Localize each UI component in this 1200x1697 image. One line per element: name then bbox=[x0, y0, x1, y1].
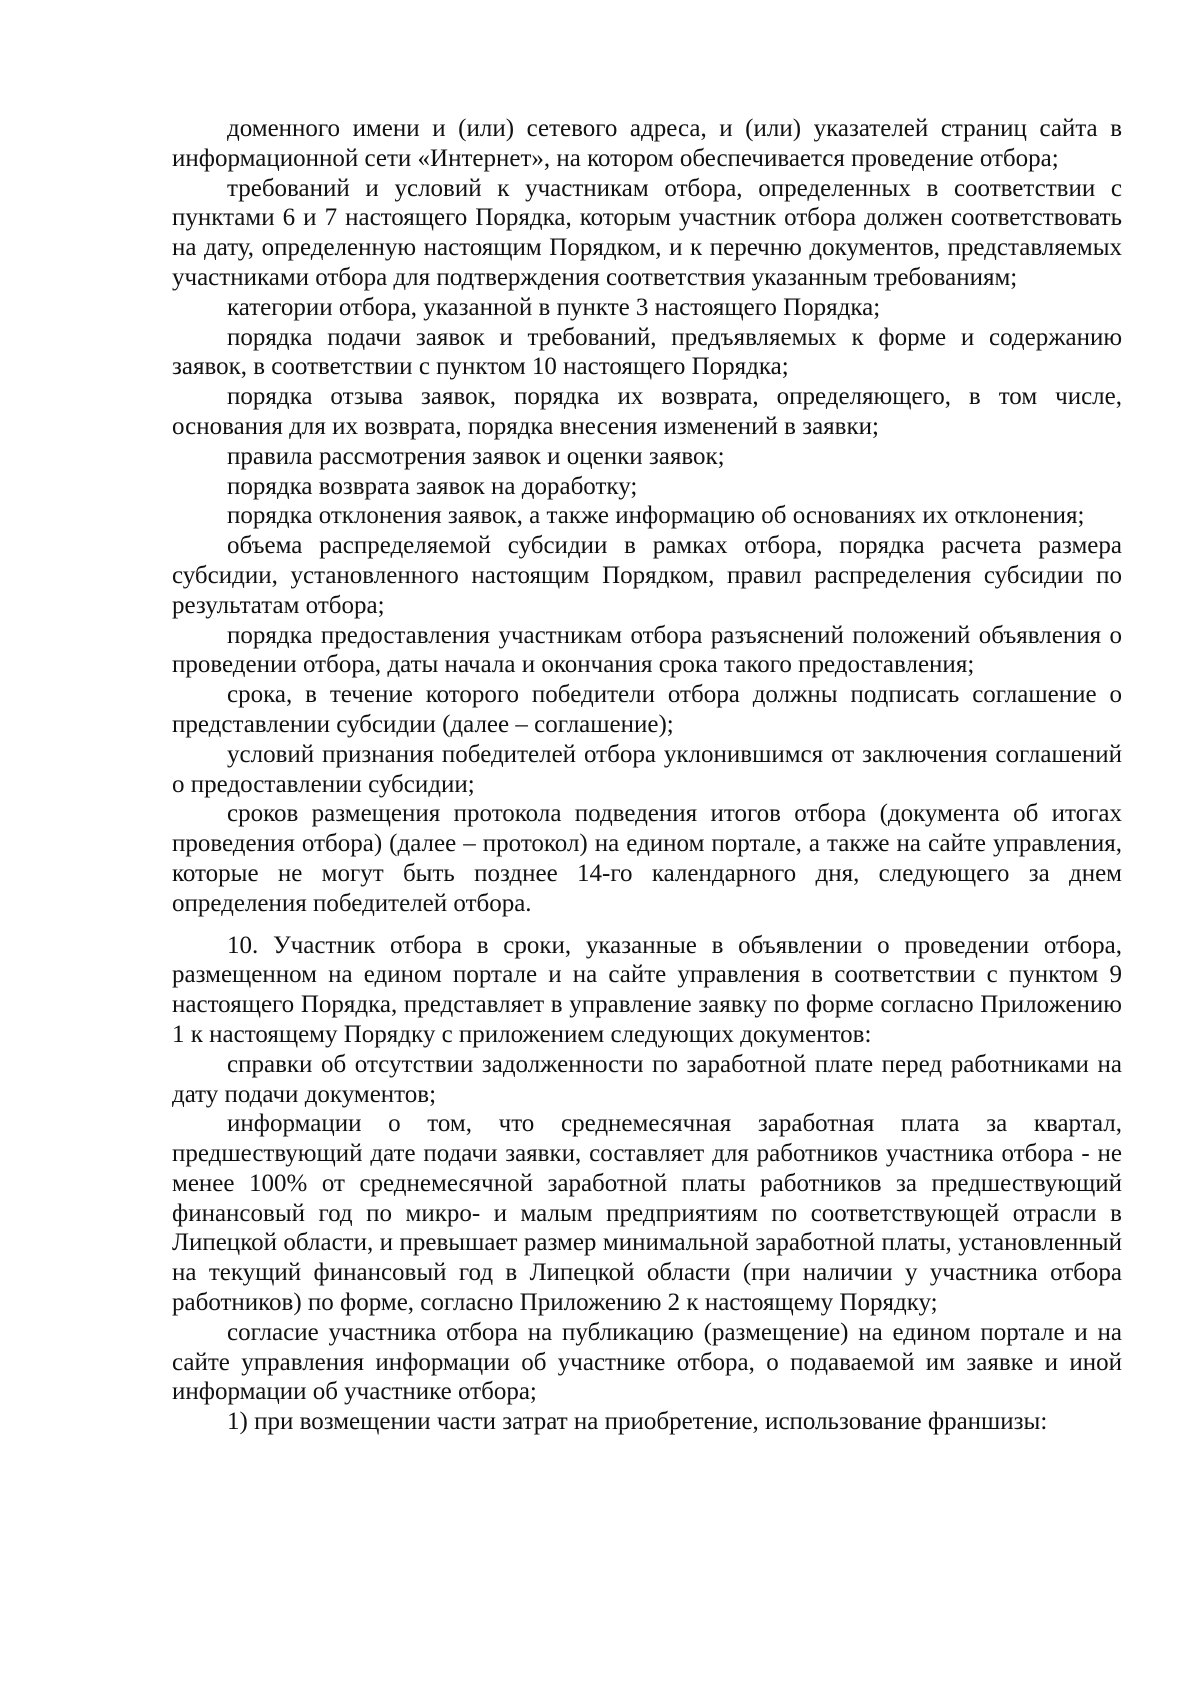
paragraph-subsidy-volume: объема распределяемой субсидии в рамках отбора, порядка расчета размера субсидии, установленного настоящим Порядком, правил распределения субсидии по результатам отбора; bbox=[172, 532, 1122, 619]
paragraph-category: категории отбора, указанной в пункте 3 настоящего Порядка; bbox=[227, 293, 881, 321]
paragraph-clarifications: порядка предоставления участникам отбора разъяснений положений объявления о проведении отбора, даты начала и окончания срока такого предоставления; bbox=[172, 621, 1122, 679]
paragraph-review-rules: правила рассмотрения заявок и оценки заявок; bbox=[227, 442, 725, 470]
paragraph-submission-order: порядка подачи заявок и требований, предъявляемых к форме и содержанию заявок, в соответствии с пунктом 10 настоящего Порядка; bbox=[172, 323, 1122, 381]
paragraph-rejection: порядка отклонения заявок, а также информацию об основаниях их отклонения; bbox=[227, 502, 1085, 530]
paragraph-evasion-conditions: условий признания победителей отбора уклонившимся от заключения соглашений о предоставлении субсидии; bbox=[172, 740, 1122, 798]
paragraph-publication-consent: согласие участника отбора на публикацию (размещение) на едином портале и на сайте управления информации об участнике отбора, о подаваемой им заявке и иной информации об участнике отбора; bbox=[172, 1318, 1122, 1406]
paragraph-wage-arrears: справки об отсутствии задолженности по заработной плате перед работниками на дату подачи документов; bbox=[172, 1050, 1122, 1108]
paragraph-agreement-deadline: срока, в течение которого победители отбора должны подписать соглашение о представлении субсидии (далее – соглашение); bbox=[172, 681, 1122, 738]
paragraph-franchise-costs: 1) при возмещении части затрат на приобретение, использование франшизы: bbox=[227, 1408, 1048, 1436]
paragraph-average-wage: информации о том, что среднемесячная заработная плата за квартал, предшествующий дате подачи заявки, составляет для работников участника отбора - не менее 100% от среднемесячной заработной платы работников за предшествующий финансовый год по микро- и малым предприятиям по соответствующей отрасли в Липецкой области, и превышает размер минимальной заработной платы, установленный на текущий финансовый год в Липецкой области (при наличии у участника отбора работников) по форме, согласно Приложению 2 к настоящему Порядку; bbox=[172, 1110, 1122, 1317]
paragraph-protocol-deadlines: сроков размещения протокола подведения итогов отбора (документа об итогах проведения отбора) (далее – протокол) на едином портале, а также на сайте управления, которые не могут быть позднее 14-го календарного дня, следующего за днем определения победителей отбора. bbox=[172, 800, 1122, 917]
document-page bbox=[172, 114, 1122, 1437]
paragraph-domain-name: доменного имени и (или) сетевого адреса, и (или) указателей страниц сайта в информационной сети «Интернет», на котором обеспечивается проведение отбора; bbox=[172, 115, 1122, 172]
paragraph-requirements: требований и условий к участникам отбора, определенных в соответствии с пунктами 6 и 7 настоящего Порядка, которым участник отбора должен соответствовать на дату, определенную настоящим Порядком, и к перечню документов, представляемых участниками отбора для подтверждения соответствия указанным требованиям; bbox=[172, 174, 1122, 291]
paragraph-return-for-revision: порядка возврата заявок на доработку; bbox=[227, 472, 638, 500]
paragraph-withdrawal: порядка отзыва заявок, порядка их возврата, определяющего, в том числе, основания для их возврата, порядка внесения изменений в заявки; bbox=[172, 383, 1122, 440]
paragraph-section-10: 10. Участник отбора в сроки, указанные в объявлении о проведении отбора, размещенном на едином портале и на сайте управления в соответствии с пунктом 9 настоящего Порядка, представляет в управление заявку по форме согласно Приложению 1 к настоящему Порядку с приложением следующих документов: bbox=[172, 931, 1122, 1048]
